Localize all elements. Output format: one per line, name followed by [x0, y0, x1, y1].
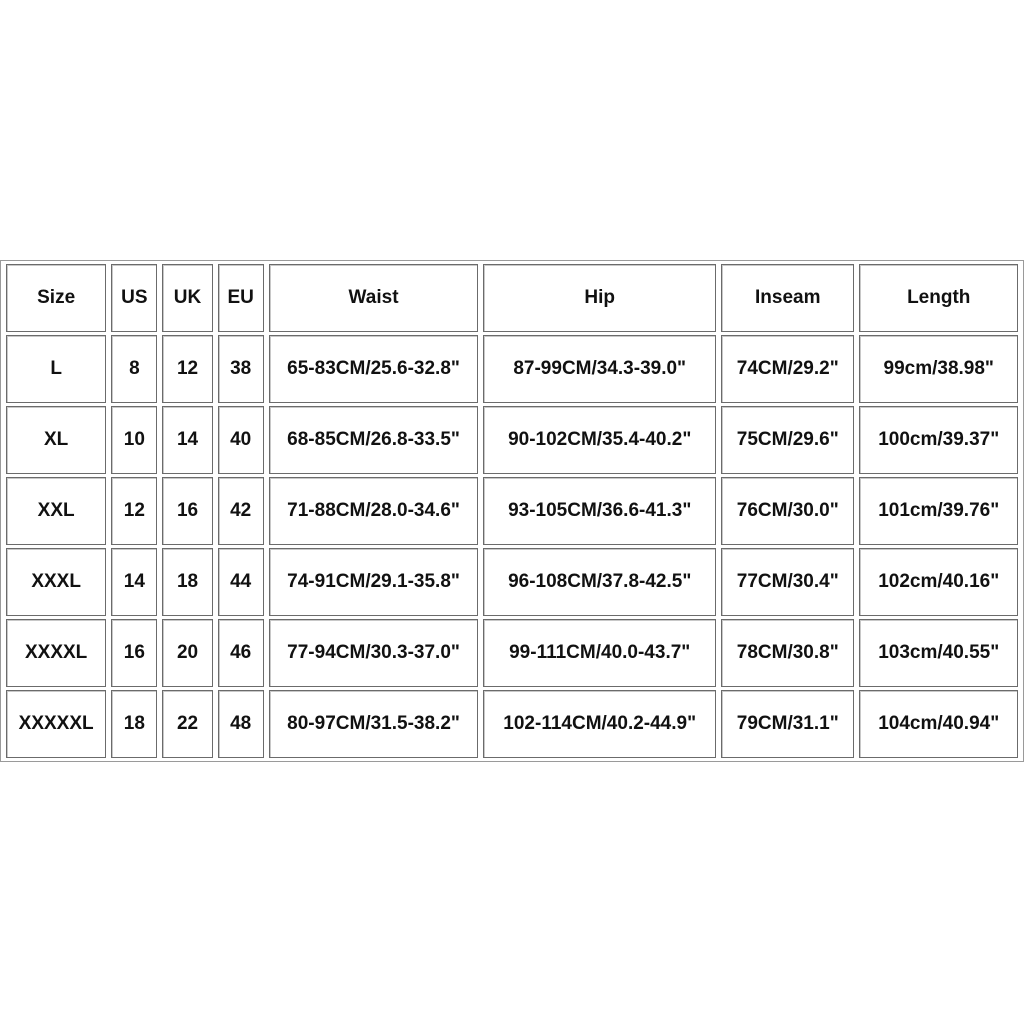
cell-inseam: 78CM/30.8": [721, 619, 854, 687]
cell-us: 8: [111, 335, 157, 403]
table-row: [6, 335, 1018, 403]
cell-size: XXXL: [6, 548, 106, 616]
cell-hip: 93-105CM/36.6-41.3": [483, 477, 716, 545]
cell-uk: 16: [162, 477, 212, 545]
cell-us: 12: [111, 477, 157, 545]
header-cell-eu: EU: [218, 264, 264, 332]
header-cell-hip: Hip: [483, 264, 716, 332]
cell-waist: 80-97CM/31.5-38.2": [269, 690, 479, 758]
header-cell-uk: UK: [162, 264, 212, 332]
cell-length: 101cm/39.76": [859, 477, 1018, 545]
cell-length: 102cm/40.16": [859, 548, 1018, 616]
header-cell-length: Length: [859, 264, 1018, 332]
cell-waist: 74-91CM/29.1-35.8": [269, 548, 479, 616]
cell-us: 14: [111, 548, 157, 616]
cell-inseam: 77CM/30.4": [721, 548, 854, 616]
table-row: [6, 548, 1018, 616]
cell-size: L: [6, 335, 106, 403]
size-chart-table: [0, 260, 1024, 762]
header-cell-us: US: [111, 264, 157, 332]
cell-eu: 48: [218, 690, 264, 758]
cell-us: 16: [111, 619, 157, 687]
cell-eu: 38: [218, 335, 264, 403]
header-cell-inseam: Inseam: [721, 264, 854, 332]
cell-size: XXXXXL: [6, 690, 106, 758]
cell-hip: 87-99CM/34.3-39.0": [483, 335, 716, 403]
cell-length: 99cm/38.98": [859, 335, 1018, 403]
cell-uk: 12: [162, 335, 212, 403]
cell-inseam: 74CM/29.2": [721, 335, 854, 403]
cell-hip: 102-114CM/40.2-44.9": [483, 690, 716, 758]
header-cell-size: Size: [6, 264, 106, 332]
cell-eu: 44: [218, 548, 264, 616]
cell-us: 18: [111, 690, 157, 758]
cell-length: 104cm/40.94": [859, 690, 1018, 758]
cell-eu: 42: [218, 477, 264, 545]
cell-inseam: 75CM/29.6": [721, 406, 854, 474]
cell-waist: 77-94CM/30.3-37.0": [269, 619, 479, 687]
table-row: [6, 619, 1018, 687]
cell-hip: 99-111CM/40.0-43.7": [483, 619, 716, 687]
table-row: [6, 690, 1018, 758]
header-cell-waist: Waist: [269, 264, 479, 332]
cell-size: XXL: [6, 477, 106, 545]
cell-waist: 65-83CM/25.6-32.8": [269, 335, 479, 403]
cell-uk: 14: [162, 406, 212, 474]
cell-eu: 46: [218, 619, 264, 687]
cell-eu: 40: [218, 406, 264, 474]
cell-hip: 90-102CM/35.4-40.2": [483, 406, 716, 474]
cell-length: 103cm/40.55": [859, 619, 1018, 687]
cell-uk: 20: [162, 619, 212, 687]
cell-hip: 96-108CM/37.8-42.5": [483, 548, 716, 616]
cell-size: XL: [6, 406, 106, 474]
cell-us: 10: [111, 406, 157, 474]
cell-waist: 68-85CM/26.8-33.5": [269, 406, 479, 474]
cell-waist: 71-88CM/28.0-34.6": [269, 477, 479, 545]
cell-length: 100cm/39.37": [859, 406, 1018, 474]
cell-uk: 22: [162, 690, 212, 758]
cell-size: XXXXL: [6, 619, 106, 687]
cell-inseam: 76CM/30.0": [721, 477, 854, 545]
table-row: [6, 477, 1018, 545]
header-row: [6, 264, 1018, 332]
cell-inseam: 79CM/31.1": [721, 690, 854, 758]
cell-uk: 18: [162, 548, 212, 616]
table-row: [6, 406, 1018, 474]
